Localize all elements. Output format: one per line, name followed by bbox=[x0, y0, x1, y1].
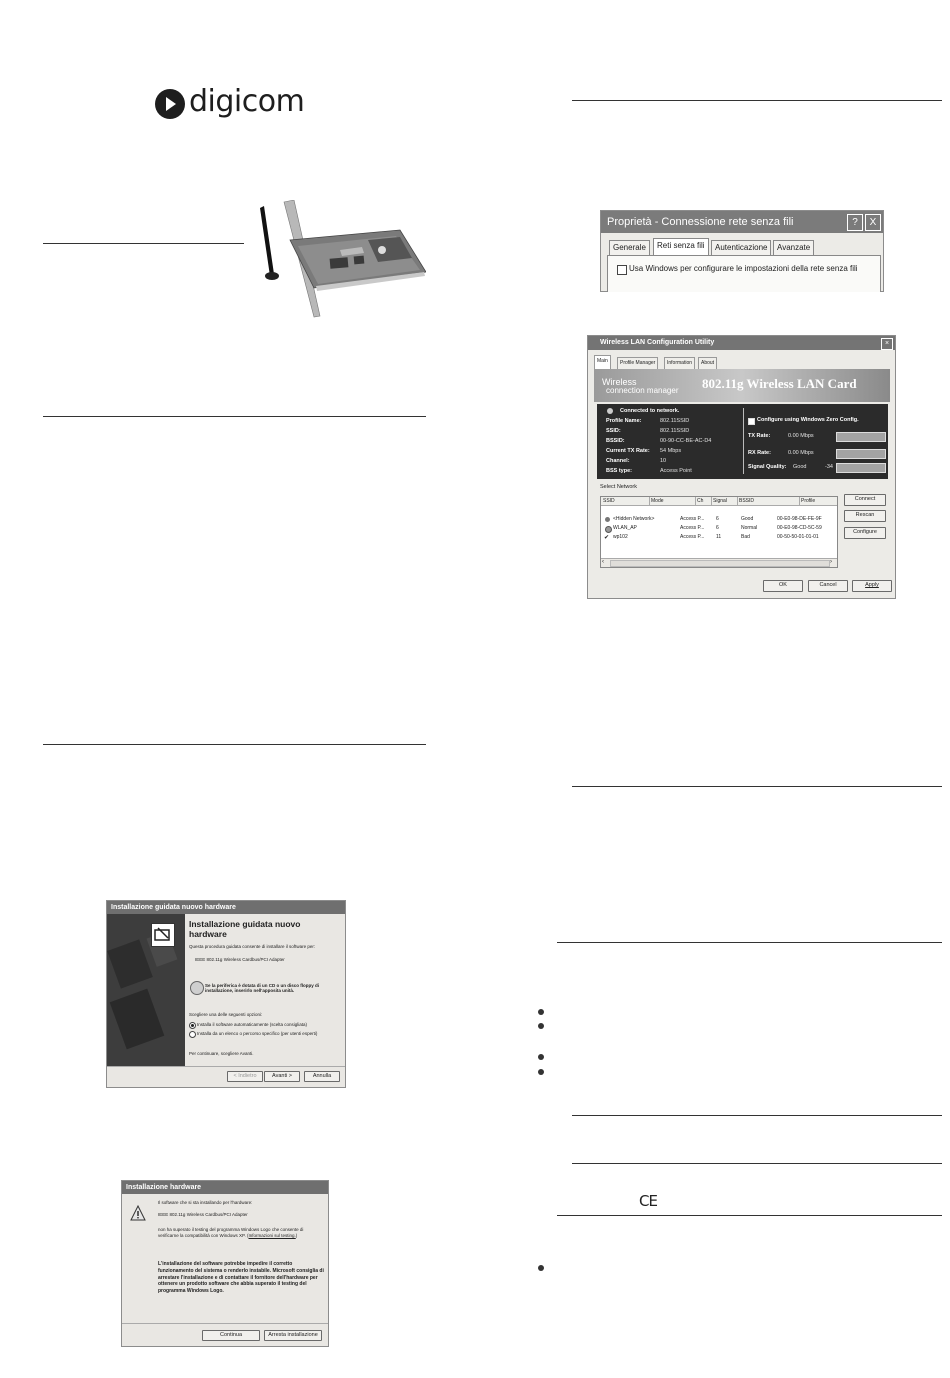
tab-profile-manager[interactable]: Profile Manager bbox=[617, 357, 658, 369]
apply-button[interactable]: Apply bbox=[852, 580, 892, 592]
use-windows-label[interactable]: Usa Windows per configurare le impostazioni della rete senza fili bbox=[629, 264, 858, 273]
bullet-point bbox=[538, 1054, 544, 1060]
signal-quality-number: -34 bbox=[825, 464, 833, 470]
row-bssid: 00-50-50-01-01-01 bbox=[777, 534, 819, 540]
continue-button[interactable]: Continua bbox=[202, 1330, 260, 1341]
radio-manual[interactable] bbox=[189, 1031, 196, 1038]
tab-avanzate[interactable]: Avanzate bbox=[773, 240, 814, 255]
connected-icon bbox=[607, 408, 613, 414]
banner-left-1: Wireless bbox=[602, 377, 637, 387]
bullet-point bbox=[538, 1265, 544, 1271]
option-manual-label[interactable]: Installa da un elenco o percorso specifico (per utenti esperti) bbox=[197, 1031, 318, 1036]
table-row[interactable] bbox=[601, 534, 837, 542]
row-mode: Access P... bbox=[680, 525, 705, 531]
scroll-thumb[interactable] bbox=[610, 560, 830, 567]
warning-line2 bbox=[158, 1227, 318, 1239]
tab-main[interactable]: Main bbox=[594, 355, 611, 369]
properties-title: Proprietà - Connessione rete senza fili bbox=[607, 216, 794, 228]
table-row[interactable] bbox=[601, 525, 837, 533]
ok-button[interactable]: OK bbox=[763, 580, 803, 592]
wizard-cd-note: Se la periferica è dotata di un CD o un disco floppy di installazione, inserirlo nell'apposita unità. bbox=[205, 983, 320, 993]
logo-arrow-icon bbox=[155, 89, 185, 119]
back-button[interactable]: < Indietro bbox=[227, 1071, 263, 1082]
properties-titlebar bbox=[601, 211, 883, 233]
section-rule bbox=[572, 1163, 942, 1164]
banner-right: 802.11g Wireless LAN Card bbox=[702, 376, 857, 391]
panel-divider bbox=[743, 408, 744, 474]
wireless-properties-dialog bbox=[600, 210, 884, 292]
table-header bbox=[601, 497, 837, 506]
hardware-icon bbox=[151, 923, 175, 947]
rx-value: 0.00 Mbps bbox=[788, 450, 814, 456]
profile-name-value: 802.11SSID bbox=[660, 418, 690, 424]
row-ch: 6 bbox=[716, 516, 719, 522]
section-rule bbox=[43, 243, 244, 244]
tab-information[interactable]: Information bbox=[664, 357, 695, 369]
col-ssid[interactable]: SSID bbox=[601, 497, 650, 505]
wizard-choose-label: Scegliere una delle seguenti opzioni: bbox=[189, 1012, 263, 1017]
wlan-config-utility bbox=[587, 335, 896, 599]
row-ssid: <Hidden Network> bbox=[613, 516, 655, 522]
divider bbox=[122, 1323, 328, 1324]
warning-line2-text: non ha superato il testing del programma Windows Logo che consente di verificarne la compatibilità con Windows XP. ( bbox=[158, 1227, 304, 1238]
row-signal: Good bbox=[741, 516, 754, 522]
bullet-point bbox=[538, 1023, 544, 1029]
section-rule bbox=[43, 416, 426, 417]
channel-label: Channel: bbox=[606, 458, 630, 464]
wizard-heading: Installazione guidata nuovo hardware bbox=[189, 919, 301, 939]
row-signal: Bad bbox=[741, 534, 750, 540]
tab-generale[interactable]: Generale bbox=[609, 240, 650, 255]
connected-label: Connected to network. bbox=[620, 408, 680, 414]
section-rule bbox=[43, 744, 426, 745]
network-table bbox=[600, 496, 838, 568]
network-status-icon bbox=[605, 517, 610, 522]
divider bbox=[107, 1066, 345, 1067]
bullet-point bbox=[538, 1009, 544, 1015]
use-windows-checkbox[interactable] bbox=[617, 265, 627, 275]
network-status-icon bbox=[605, 526, 612, 533]
tx-rate-value: 54 Mbps bbox=[660, 448, 682, 454]
warning-line1: Il software che si sta installando per l'hardware: bbox=[158, 1200, 253, 1205]
rescan-button[interactable]: Rescan bbox=[844, 510, 886, 522]
section-rule bbox=[557, 1215, 942, 1216]
tx-bar bbox=[836, 432, 886, 442]
next-button[interactable]: Avanti > bbox=[264, 1071, 300, 1082]
wlan-titlebar bbox=[588, 336, 895, 350]
banner-left-2: connection manager bbox=[606, 386, 679, 395]
row-mode: Access P... bbox=[680, 534, 705, 540]
logo-text: digicom bbox=[189, 84, 305, 119]
col-signal[interactable]: Signal bbox=[711, 497, 738, 505]
tx-value: 0.00 Mbps bbox=[788, 433, 814, 439]
status-panel bbox=[597, 404, 888, 479]
ce-mark: CE bbox=[639, 1192, 657, 1210]
wizard-device-name: IEEE 802.11g Wireless Cardbus/PCI Adapter bbox=[195, 957, 285, 962]
rx-bar bbox=[836, 449, 886, 459]
zero-config-checkbox[interactable] bbox=[748, 418, 755, 425]
connect-button[interactable]: Connect bbox=[844, 494, 886, 506]
section-rule bbox=[572, 100, 942, 101]
tab-about[interactable]: About bbox=[698, 357, 717, 369]
cd-icon bbox=[190, 981, 204, 995]
stop-install-button[interactable]: Arresta installazione bbox=[264, 1330, 322, 1341]
rx-label: RX Rate: bbox=[748, 450, 771, 456]
row-bssid: 00-E0-98-CD-5C-59 bbox=[777, 525, 822, 531]
tab-autenticazione[interactable]: Autenticazione bbox=[711, 240, 771, 255]
warning-device-name: IEEE 802.11g Wireless Cardbus/PCI Adapter bbox=[158, 1212, 248, 1217]
table-row[interactable] bbox=[601, 516, 837, 524]
wlan-title: Wireless LAN Configuration Utility bbox=[600, 339, 715, 346]
select-network-label: Select Network bbox=[600, 484, 637, 490]
section-rule bbox=[557, 942, 942, 943]
testing-info-link[interactable]: Informazioni sul testing. bbox=[248, 1233, 296, 1238]
tab-panel bbox=[607, 255, 881, 292]
signal-quality-value: Good bbox=[793, 464, 807, 470]
col-mode[interactable]: Mode bbox=[649, 497, 696, 505]
connected-check-icon: ✔ bbox=[604, 535, 610, 541]
wlan-close-button[interactable]: × bbox=[881, 338, 893, 350]
row-ssid: wp102 bbox=[613, 534, 628, 540]
bssid-label: BSSID: bbox=[606, 438, 625, 444]
product-photo-pci-card bbox=[250, 200, 426, 318]
warning-titlebar: Installazione hardware bbox=[122, 1181, 328, 1194]
tx-label: TX Rate: bbox=[748, 433, 771, 439]
help-button[interactable]: ? bbox=[847, 214, 863, 231]
option-auto-label[interactable]: Installa il software automaticamente (scelta consigliata) bbox=[197, 1022, 308, 1027]
tab-reti-senza-fili[interactable]: Reti senza fili bbox=[653, 238, 709, 255]
horizontal-scrollbar[interactable] bbox=[601, 558, 837, 567]
bssid-value: 00-90-CC-BE-AC-D4 bbox=[660, 438, 712, 444]
configure-button[interactable]: Configure bbox=[844, 527, 886, 539]
wlan-cancel-button[interactable]: Cancel bbox=[808, 580, 848, 592]
new-hardware-wizard-dialog bbox=[106, 900, 346, 1088]
wizard-titlebar: Installazione guidata nuovo hardware bbox=[107, 901, 345, 914]
radio-auto[interactable] bbox=[189, 1022, 196, 1029]
row-signal: Normal bbox=[741, 525, 758, 531]
warning-line2-end: ) bbox=[295, 1233, 298, 1238]
scroll-left-arrow-icon[interactable]: ‹ bbox=[602, 559, 604, 565]
row-ch: 11 bbox=[716, 534, 722, 540]
scroll-right-arrow-icon[interactable]: › bbox=[830, 559, 832, 565]
section-rule bbox=[572, 1115, 942, 1116]
col-ch[interactable]: Ch bbox=[695, 497, 712, 505]
signal-quality-bar bbox=[836, 463, 886, 473]
row-ssid: WLAN_AP bbox=[613, 525, 637, 531]
row-mode: Access P... bbox=[680, 516, 705, 522]
close-button[interactable]: X bbox=[865, 214, 881, 231]
cancel-button[interactable]: Annulla bbox=[304, 1071, 340, 1082]
wizard-intro: Questa procedura guidata consente di installare il software per: bbox=[189, 944, 316, 949]
col-profile[interactable]: Profile bbox=[801, 498, 816, 504]
bss-type-value: Access Point bbox=[660, 468, 692, 474]
col-bssid[interactable]: BSSID bbox=[737, 497, 800, 505]
signal-quality-label: Signal Quality: bbox=[748, 464, 787, 470]
bullet-point bbox=[538, 1069, 544, 1075]
warning-text: L'installazione del software potrebbe impedire il corretto funzionamento del sistema o renderlo instabile. Microsoft consiglia di arrestare l'installazione e di contattare il fornitore dell'hardware per ottenere un prodotto software che abbia superato il testing del programma Windows Logo. bbox=[158, 1261, 324, 1295]
tx-rate-label: Current TX Rate: bbox=[606, 448, 650, 454]
ssid-label: SSID: bbox=[606, 428, 621, 434]
channel-value: 10 bbox=[660, 458, 667, 464]
hardware-install-warning-dialog bbox=[121, 1180, 329, 1347]
bss-type-label: BSS type: bbox=[606, 468, 632, 474]
wlan-banner bbox=[594, 369, 890, 402]
wizard-continue-note: Per continuare, scegliere Avanti. bbox=[189, 1051, 254, 1056]
row-bssid: 00-E0-98-DE-FE-9F bbox=[777, 516, 822, 522]
ssid-value: 802.11SSID bbox=[660, 428, 690, 434]
warning-icon bbox=[130, 1205, 146, 1221]
zero-config-label[interactable]: Configure using Windows Zero Config. bbox=[757, 417, 859, 423]
section-rule bbox=[572, 786, 942, 787]
row-ch: 6 bbox=[716, 525, 719, 531]
profile-name-label: Profile Name: bbox=[606, 418, 642, 424]
